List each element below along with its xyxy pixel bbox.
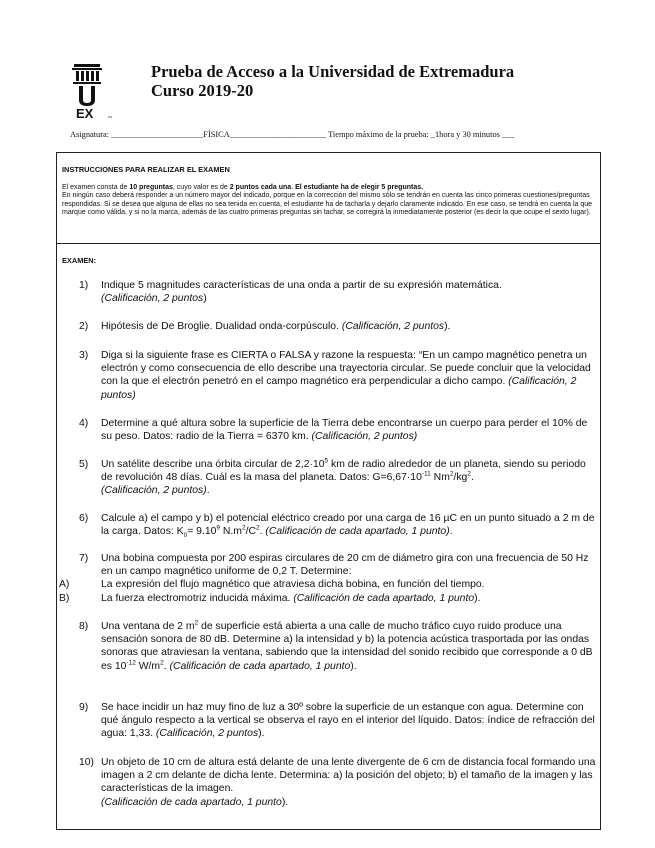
- part-letter: B): [59, 592, 70, 604]
- part-text: La expresión del flujo magnético que atraviesa dicha bobina, en función del tiempo.: [101, 579, 485, 591]
- question-number: 6): [79, 513, 89, 524]
- question-text: Una bobina compuesta por 200 espiras circulares de 20 cm de diámetro gira con una frecuencia de 50 Hz en un campo magnético uniforme de 0,2 T. Determine:: [101, 553, 589, 578]
- question-4: [79, 417, 599, 443]
- instr-text: , cuyo valor es de: [172, 183, 230, 191]
- question-6: 6) Calcule a) el campo y b) el potencial eléctrico creado por una carga de 16 µC en un punto situado a 2 m de la carga. Datos: $K_0= 9.10^9$ $N.m^2/C^2$. (Calificación de cada apartado, 1 punto).: [79, 513, 595, 540]
- question-number: 9): [79, 702, 89, 713]
- exponent: -12: [126, 659, 136, 667]
- instructions-paragraph-2: En ningún caso deberá responder a un número mayor del indicado, porque en la corrección del mismo sólo se tendrán en cuenta las cinco primeras cuestiones/preguntas respondidas. Si se desea que alguna de ellas no sea tenida en cuenta, el estudiante ha de tacharla y dejarlo claramente indicado. En ese caso, se tendrá en cuenta la que marque como válida, y si no la marca, además de las cuatro primeras preguntas sin tachar, se corregirá la inmediatamente posterior (es decir la que ocupe el sexto lugar).: [62, 192, 593, 217]
- question-grading: (Calificación de cada apartado, 1 punto): [265, 526, 450, 538]
- question-grading: (Calificación, 2 puntos: [341, 321, 445, 332]
- exponent: 2: [467, 470, 471, 478]
- question-text: Diga si la siguiente frase es CIERTA o FALSA y razone la respuesta: “En un campo magnético penetra un electrón y como consecuencia de ello describe una trayectoria circular. Se puede concluir que la velocidad con la que el electrón penetró en el campo magnético era perpendicular a dicho campo.: [101, 350, 591, 388]
- question-7-part-a: [59, 578, 599, 591]
- question-7-part-b: B) La fuerza electromotriz inducida máxima. (Calificación de cada apartado, 1 punto).: [59, 592, 481, 604]
- question-5: 5) Un satélite describe una órbita circular de $2,2\cdot 10^5$ km de radio alrededor de un planeta, siendo su periodo de revolución 48 días. Cuál es la masa del planeta. Datos: $G=6,67\cdot 10^{-11}$ $Nm^2/kg^2$. (Calificación, 2 puntos).: [79, 457, 586, 497]
- exponent: 9: [216, 524, 221, 532]
- subject-line: Asignatura: ______________________FÍSICA_______________________ Tiempo máximo de la prueba: _1hora y 30 minutos ___: [70, 130, 515, 139]
- question-text: Determine a qué altura sobre la superficie de la Tierra debe encontrarse un cuerpo para perder el 10% de su peso. Datos: radio de la Tierra = 6370 km.: [101, 418, 588, 443]
- title-line-2: Curso 2019-20: [151, 81, 254, 100]
- question-grading: (Calificación, 2 puntos): [101, 485, 207, 497]
- question-grading: (Calificación, 2 puntos: [155, 728, 259, 740]
- page-title: [151, 62, 514, 100]
- question-grading: (Calificación, 2 puntos): [311, 431, 418, 443]
- question-text: .: [163, 660, 170, 672]
- question-number: 10): [79, 757, 95, 768]
- question-text: = 9.10: [187, 526, 217, 538]
- instructions-heading: INSTRUCCIONES PARA REALIZAR EL EXAMEN: [62, 165, 230, 174]
- question-number: 7): [79, 553, 89, 564]
- question-8: 8) Una ventana de 2 $m^2$ de superficie está abierta a una calle de mucho tráfico cuyo ruido produce una sensación sonora de 80 dB. Determine a) la intensidad y b) la potencia acústica trasportada por las ondas sonoras que atraviesan la ventana, sabiendo que la intensidad del sonido recibido que corresponde a 0 dB es $10^{-12}$ $W/m^2$. (Calificación de cada apartado, 1 punto).: [79, 619, 593, 672]
- question-text: N.m: [220, 526, 242, 538]
- question-grading: (Calificación de cada apartado, 1 punto: [101, 796, 282, 808]
- instructions-paragraph-1: [62, 184, 595, 193]
- question-text: Indique 5 magnitudes características de una onda a partir de su expresión matemática.: [101, 280, 502, 291]
- question-text: Hipótesis de De Broglie. Dualidad onda-corpúsculo.: [101, 321, 342, 332]
- exponent: 2: [241, 524, 246, 532]
- university-logo: [70, 62, 118, 120]
- question-grading: (Calificación de cada apartado, 1 punto: [293, 592, 475, 604]
- title-line-1: Prueba de Acceso a la Universidad de Extremadura: [151, 62, 515, 81]
- instr-text: .: [291, 183, 296, 191]
- question-text: /C: [245, 526, 256, 538]
- exponent: -11: [421, 470, 431, 478]
- question-10: 10) Un objeto de 10 cm de altura está delante de una lente divergente de 6 cm de distancia focal formando una imagen a 2 cm delante de dicha lente. Determina: a) la posición del objeto; b) el tamaño de la imagen y las características de la imagen. (Calificación de cada apartado, 1 punto).: [79, 757, 596, 808]
- question-grading: (Calificación, 2 puntos): [101, 376, 577, 401]
- exponent: 2: [256, 524, 260, 532]
- question-number: 3): [79, 350, 89, 361]
- question-grading: (Calificación, 2 puntos: [101, 293, 204, 305]
- svg-text:•••: •••: [108, 114, 113, 119]
- instructions-section: [62, 166, 595, 218]
- question-text: Calcule a) el campo y b) el potencial eléctrico creado por una carga de 16 µC en un punto situado a 2 m de la carga. Datos: K: [101, 513, 595, 538]
- exam-label: EXAMEN:: [62, 256, 97, 265]
- question-text: Un satélite describe una órbita circular de 2,2·10: [101, 459, 325, 470]
- question-2: 2) Hipótesis de De Broglie. Dualidad onda-corpúsculo. (Calificación, 2 puntos).: [79, 321, 451, 332]
- instr-text: El examen consta de: [62, 183, 130, 191]
- instr-bold: 2 puntos cada una: [229, 183, 292, 191]
- question-9: 9) Se hace incidir un haz muy fino de luz a 30º sobre la superficie de un estanque con agua. Determine con qué ángulo respecto a la vertical se observa el rayo en el interior del líquido. Datos: índice de refracción del agua: 1,33. (Calificación, 2 puntos).: [79, 702, 595, 740]
- part-text: La fuerza electromotriz inducida máxima.: [101, 592, 294, 604]
- instr-bold: 10 preguntas: [129, 183, 173, 191]
- section-divider: [57, 243, 600, 244]
- question-number: 4): [79, 418, 89, 429]
- exponent: 2: [449, 470, 454, 478]
- question-text: /kg: [453, 472, 468, 484]
- question-number: 1): [79, 280, 89, 291]
- question-text: Una ventana de 2 m: [101, 621, 195, 632]
- question-3: [79, 349, 599, 402]
- subscript: 0: [183, 532, 188, 540]
- question-text: Un objeto de 10 cm de altura está delante de una lente divergente de 6 cm de distancia focal formando una imagen a 2 cm delante de dicha lente. Determina: a) la posición del objeto; b) el tamaño de la imagen y las características de la imagen.: [101, 757, 596, 795]
- question-text: de superficie está abierta a una calle de mucho tráfico cuyo ruido produce una sensación sonora de 80 dB. Determine a) la intensidad y b) la potencia acústica trasportada por las ondas sonoras que atraviesan la ventana, sabiendo que la intensidad del sonido recibido que corresponde a 0 dB es 10: [101, 621, 593, 672]
- question-text: km de radio alrededor de un planeta, siendo su periodo de revolución 48 días. Cuál es la masa del planeta. Datos: G=6,67·10: [101, 459, 586, 484]
- part-letter: A): [59, 579, 70, 591]
- instr-bold: El estudiante ha de elegir 5 preguntas.: [295, 183, 424, 191]
- question-text: .: [470, 472, 474, 484]
- question-text: W/m: [135, 660, 161, 672]
- question-text: Se hace incidir un haz muy fino de luz a 30º sobre la superficie de un estanque con agua. Determine con qué ángulo respecto a la vertical se observa el rayo en el interior del líquido. Datos: índice de refracción del agua: 1,33.: [101, 702, 595, 740]
- uex-logo-icon: [70, 62, 118, 120]
- question-1: 1) Indique 5 magnitudes características de una onda a partir de su expresión matemática. (Calificación, 2 puntos): [79, 280, 502, 305]
- question-text: Nm: [430, 472, 450, 484]
- exponent: 2: [194, 619, 199, 627]
- exponent: 2: [160, 659, 164, 667]
- exponent: 5: [324, 457, 329, 465]
- question-number: 5): [79, 459, 89, 470]
- question-text: .: [259, 526, 266, 538]
- question-7: [59, 552, 599, 605]
- question-number: 2): [79, 321, 89, 332]
- svg-text:EX: EX: [76, 106, 94, 120]
- question-grading: (Calificación de cada apartado, 1 punto: [169, 660, 351, 672]
- exam-box: [56, 152, 601, 830]
- question-number: 8): [79, 621, 89, 632]
